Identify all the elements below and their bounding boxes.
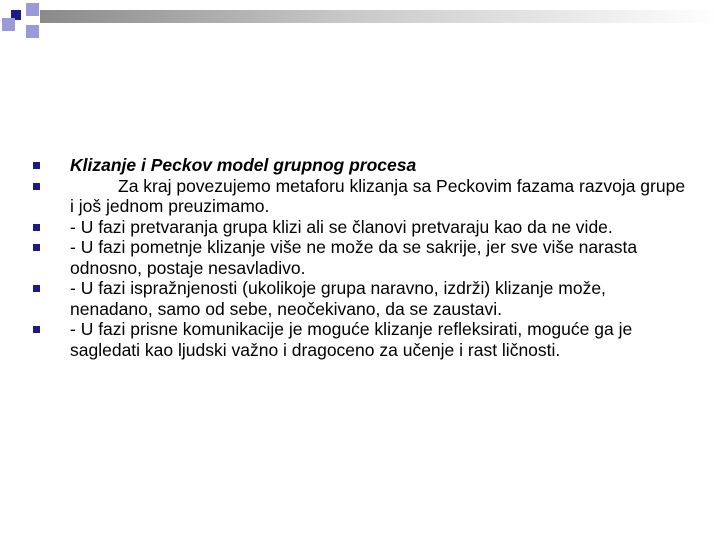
- list-item: [33, 176, 693, 217]
- bullet-list: [33, 155, 693, 360]
- bullet-text: - U fazi prisne komunikacije je moguće klizanje refleksirati, moguće ga je sagledati kao ljudski važno i dragoceno za učenje i rast ličnosti.: [70, 319, 633, 360]
- bullet-square-icon: [33, 162, 40, 169]
- slide-decoration: [0, 0, 720, 60]
- deco-square-light: [26, 25, 39, 38]
- list-item: [33, 217, 693, 238]
- bullet-text: - U fazi ispražnjenosti (ukolikoje grupa naravno, izdrži) klizanje može, nenadano, samo od sebe, neočekivano, da se zaustavi.: [70, 278, 606, 319]
- list-item: [33, 319, 693, 360]
- bullet-text: Za kraj povezujemo metaforu klizanja sa Peckovim fazama razvoja grupe i još jednom preuzimamo.: [70, 175, 686, 216]
- slide-title: Klizanje i Peckov model grupnog procesa: [70, 155, 417, 175]
- bullet-text: - U fazi pretvaranja grupa klizi ali se članovi pretvaraju kao da ne vide.: [70, 216, 613, 237]
- deco-square-light: [2, 18, 15, 31]
- list-item: [33, 278, 693, 319]
- bullet-square-icon: [33, 326, 40, 333]
- list-item: [33, 237, 693, 278]
- bullet-square-icon: [33, 285, 40, 292]
- header-band: [40, 10, 720, 23]
- bullet-text: - U fazi pometnje klizanje više ne može da se sakrije, jer sve više narasta odnosno, postaje nesavladivo.: [70, 237, 638, 278]
- bullet-square-icon: [33, 244, 40, 251]
- list-item: [33, 155, 693, 176]
- bullet-square-icon: [33, 224, 40, 231]
- bullet-square-icon: [33, 183, 40, 190]
- deco-square-light: [26, 3, 39, 16]
